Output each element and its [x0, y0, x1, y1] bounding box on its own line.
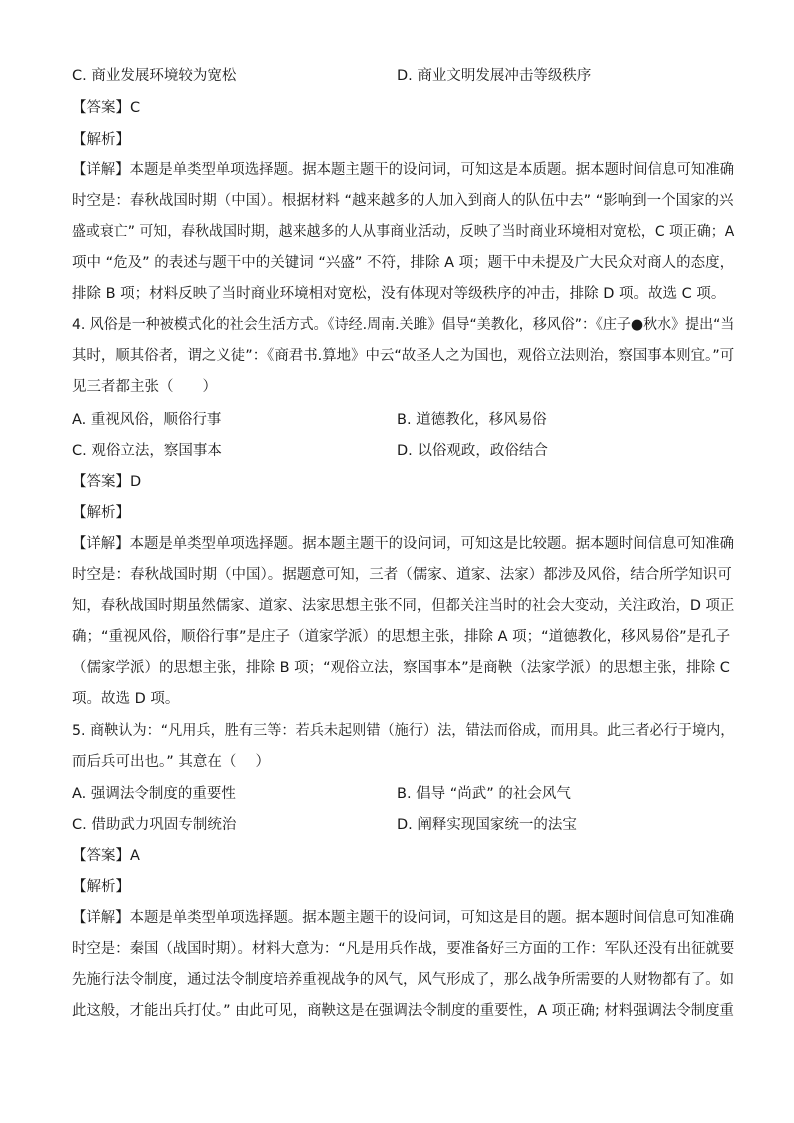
q3-option-d: D. 商业文明发展冲击等级秩序: [397, 68, 592, 84]
q4-detail-line: 确；“重视风俗，顺俗行事”是庄子（道家学派）的思想主张，排除 A 项；“道德教化，移风易俗”是孔子: [72, 629, 731, 645]
q3-option-c: C. 商业发展环境较为宽松: [72, 68, 237, 84]
q4-answer: 【答案】D: [72, 474, 142, 490]
q5-stem-line: 5. 商鞅认为：“凡用兵，胜有三等：若兵未起则错（施行）法，错法而俗成，而用具。此三者必行于境内，: [72, 723, 735, 739]
q5-option-d: D. 阐释实现国家统一的法宝: [397, 817, 577, 833]
q3-detail-line: 【详解】本题是单类型单项选择题。据本题主题干的设问词，可知这是本质题。据本题时间信息可知准确: [72, 162, 734, 178]
q5-detail-line: 【详解】本题是单类型单项选择题。据本题主题干的设问词，可知这是目的题。据本题时间信息可知准确: [72, 910, 734, 926]
q3-detail-line: 排除 B 项；材料反映了当时商业环境相对宽松，没有体现对等级秩序的冲击，排除 D 项。故选 C 项。: [72, 286, 726, 302]
q3-detail-line: 项中 “危及” 的表述与题干中的关键词 “兴盛” 不符，排除 A 项；题干中未提及广大民众对商人的态度，: [72, 255, 735, 271]
q5-detail-line: 此这般，才能出兵打仗。” 由此可见，商鞅这是在强调法令制度的重要性，A 项正确; 材料强调法令制度重: [72, 1003, 734, 1019]
q5-option-b: B. 倡导 “尚武” 的社会风气: [397, 786, 571, 802]
q4-stem-line: 见三者都主张（ ）: [72, 379, 217, 395]
q5-answer: 【答案】A: [72, 848, 140, 864]
q3-answer: 【答案】C: [72, 100, 141, 116]
q5-stem-line: 而后兵可出也。” 其意在（ ）: [72, 754, 270, 770]
q4-detail-line: 项。故选 D 项。: [72, 691, 180, 707]
q4-option-c: C. 观俗立法，察国事本: [72, 443, 222, 459]
q4-detail-line: 知，春秋战国时期虽然儒家、道家、法家思想主张不同，但都关注当时的社会大变动，关注政治，D 项正: [72, 598, 735, 614]
q4-option-d: D. 以俗观政，政俗结合: [397, 443, 548, 459]
q5-option-a: A. 强调法令制度的重要性: [72, 786, 236, 802]
q5-detail-line: 先施行法令制度，通过法令制度培养重视战争的风气，风气形成了，那么战争所需要的人财物都有了。如: [72, 972, 734, 988]
q4-option-a: A. 重视风俗，顺俗行事: [72, 412, 222, 428]
q3-detail-line: 盛或衰亡” 可知，春秋战国时期，越来越多的人从事商业活动，反映了当时商业环境相对宽松，C 项正确；A: [72, 224, 735, 240]
q5-analysis-label: 【解析】: [72, 879, 130, 895]
q4-stem-line: 其时，顺其俗者，谓之义徒”：《商君书.算地》中云“故圣人之为国也，观俗立法则治，察国事本则宜。”可: [72, 348, 735, 364]
q3-detail-line: 时空是：春秋战国时期（中国）。根据材料 “越来越多的人加入到商人的队伍中去” “影响到一个国家的兴: [72, 193, 734, 209]
q4-analysis-label: 【解析】: [72, 505, 130, 521]
q4-option-b: B. 道德教化，移风易俗: [397, 412, 547, 428]
q5-option-c: C. 借助武力巩固专制统治: [72, 817, 237, 833]
q4-detail-line: （儒家学派）的思想主张，排除 B 项；“观俗立法，察国事本”是商鞅（法家学派）的思想主张，排除 C: [72, 660, 730, 676]
q5-detail-line: 时空是：秦国（战国时期）。材料大意为：“凡是用兵作战，要准备好三方面的工作：军队还没有出征就要: [72, 941, 735, 957]
q4-detail-line: 【详解】本题是单类型单项选择题。据本题主题干的设问词，可知这是比较题。据本题时间信息可知准确: [72, 536, 734, 552]
q4-stem-line: 4. 风俗是一种被模式化的社会生活方式。《诗经.周南.关雎》倡导“美教化，移风俗”：《庄子●秋水》提出“当: [72, 317, 735, 333]
q3-analysis-label: 【解析】: [72, 132, 130, 148]
q4-detail-line: 时空是：春秋战国时期（中国）。据题意可知，三者（儒家、道家、法家）都涉及风俗，结合所学知识可: [72, 567, 732, 583]
